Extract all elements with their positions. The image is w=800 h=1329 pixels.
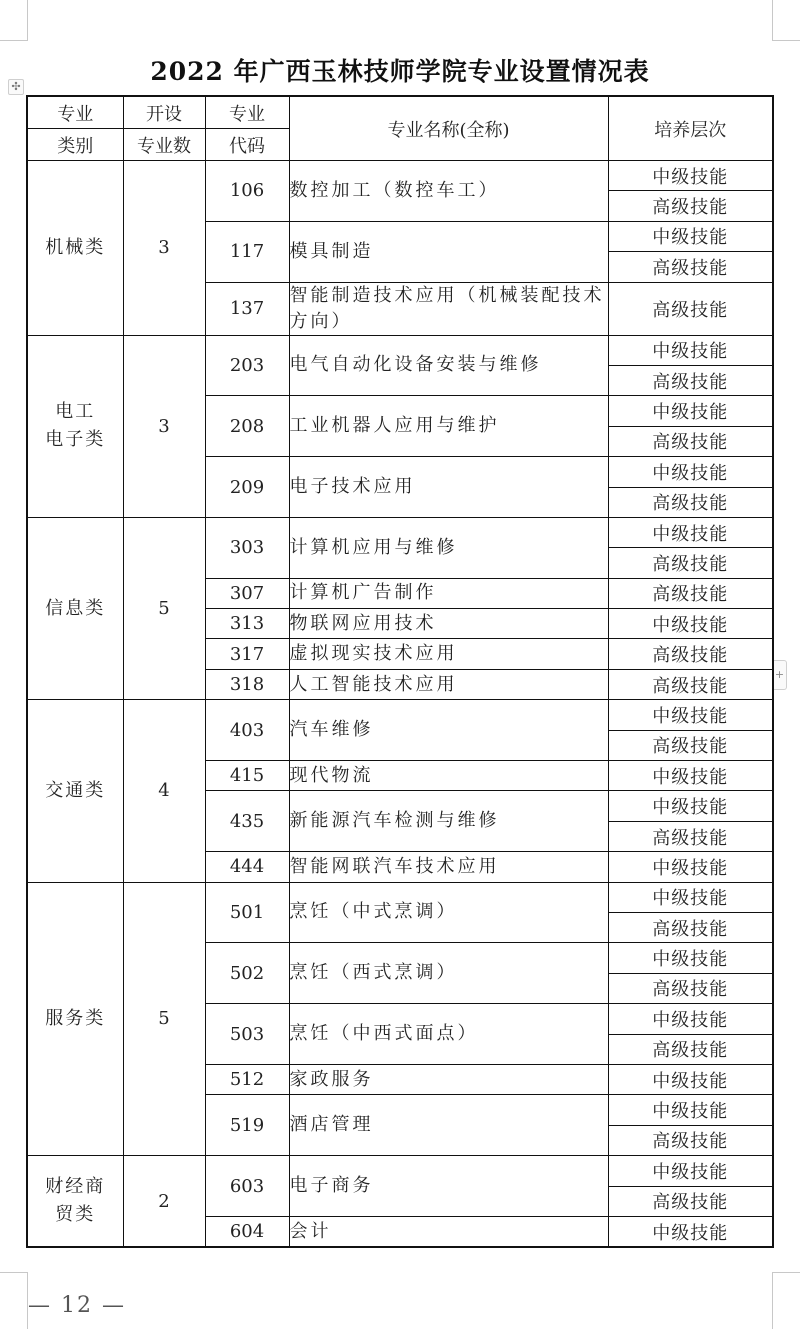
code-cell: 604 xyxy=(205,1216,289,1247)
major-name-cell: 烹饪（中式烹调） xyxy=(289,882,608,943)
header-level: 培养层次 xyxy=(608,96,773,161)
table-move-handle-icon[interactable]: ✣ xyxy=(8,79,24,95)
count-cell: 4 xyxy=(123,700,205,882)
document-title: 2022 年广西玉林技师学院专业设置情况表 xyxy=(150,57,650,86)
category-cell: 信息类 xyxy=(27,517,123,699)
code-cell: 503 xyxy=(205,1004,289,1065)
header-count-line2: 专业数 xyxy=(123,129,205,161)
major-name-cell: 计算机应用与维修 xyxy=(289,517,608,578)
level-cell: 高级技能 xyxy=(608,973,773,1003)
level-cell: 中级技能 xyxy=(608,1095,773,1125)
header-count: 开设 xyxy=(123,96,205,129)
page-number: — 12 — xyxy=(28,1293,126,1318)
count-cell: 5 xyxy=(123,517,205,699)
code-cell: 209 xyxy=(205,457,289,518)
code-cell: 106 xyxy=(205,161,289,222)
header-code-line2: 代码 xyxy=(205,129,289,161)
level-cell: 中级技能 xyxy=(608,943,773,973)
level-cell: 高级技能 xyxy=(608,191,773,221)
table-header-row xyxy=(27,96,773,129)
level-cell: 高级技能 xyxy=(608,821,773,851)
major-name-cell: 烹饪（中西式面点） xyxy=(289,1004,608,1065)
major-name-cell: 电气自动化设备安装与维修 xyxy=(289,335,608,396)
level-cell: 中级技能 xyxy=(608,882,773,912)
level-cell: 中级技能 xyxy=(608,517,773,547)
major-name-cell: 家政服务 xyxy=(289,1064,608,1094)
major-name-cell: 汽车维修 xyxy=(289,700,608,761)
category-cell: 机械类 xyxy=(27,161,123,336)
code-cell: 403 xyxy=(205,700,289,761)
category-line2: 电子类 xyxy=(45,429,106,451)
table-row xyxy=(27,1156,773,1186)
count-cell: 3 xyxy=(123,161,205,336)
header-category-line2: 类别 xyxy=(27,129,123,161)
level-cell: 中级技能 xyxy=(608,1064,773,1094)
code-cell: 318 xyxy=(205,669,289,699)
header-code: 专业 xyxy=(205,96,289,129)
table-row xyxy=(27,335,773,365)
category-cell xyxy=(27,335,123,517)
code-cell: 501 xyxy=(205,882,289,943)
count-cell: 3 xyxy=(123,335,205,517)
category-cell: 交通类 xyxy=(27,700,123,882)
table-add-column-icon[interactable]: + xyxy=(773,660,787,690)
code-cell: 512 xyxy=(205,1064,289,1094)
code-cell: 444 xyxy=(205,852,289,882)
level-cell: 中级技能 xyxy=(608,700,773,730)
level-cell: 高级技能 xyxy=(608,252,773,282)
major-name-cell: 人工智能技术应用 xyxy=(289,669,608,699)
level-cell: 高级技能 xyxy=(608,1186,773,1216)
page-corner-mark-top-left xyxy=(0,0,28,41)
major-name-cell: 智能制造技术应用（机械装配技术方向） xyxy=(289,282,608,335)
count-cell: 2 xyxy=(123,1156,205,1248)
level-cell: 中级技能 xyxy=(608,791,773,821)
category-cell xyxy=(27,1156,123,1248)
major-name-cell: 数控加工（数控车工） xyxy=(289,161,608,222)
level-cell: 高级技能 xyxy=(608,912,773,942)
code-cell: 502 xyxy=(205,943,289,1004)
count-cell: 5 xyxy=(123,882,205,1156)
level-cell: 中级技能 xyxy=(608,1004,773,1034)
category-line1: 财经商 xyxy=(45,1176,106,1198)
level-cell: 高级技能 xyxy=(608,730,773,760)
level-cell: 高级技能 xyxy=(608,669,773,699)
major-name-cell: 模具制造 xyxy=(289,221,608,282)
level-cell: 中级技能 xyxy=(608,396,773,426)
code-cell: 117 xyxy=(205,221,289,282)
level-cell: 高级技能 xyxy=(608,1125,773,1155)
level-cell: 高级技能 xyxy=(608,578,773,608)
level-cell: 高级技能 xyxy=(608,548,773,578)
code-cell: 303 xyxy=(205,517,289,578)
major-name-cell: 工业机器人应用与维护 xyxy=(289,396,608,457)
major-name-cell: 新能源汽车检测与维修 xyxy=(289,791,608,852)
code-cell: 317 xyxy=(205,639,289,669)
code-cell: 137 xyxy=(205,282,289,335)
category-line1: 电工 xyxy=(55,401,96,423)
level-cell: 高级技能 xyxy=(608,639,773,669)
major-name-cell: 现代物流 xyxy=(289,761,608,791)
code-cell: 435 xyxy=(205,791,289,852)
level-cell: 中级技能 xyxy=(608,161,773,191)
level-cell: 高级技能 xyxy=(608,1034,773,1064)
major-name-cell: 物联网应用技术 xyxy=(289,609,608,639)
level-cell: 中级技能 xyxy=(608,457,773,487)
major-name-cell: 烹饪（西式烹调） xyxy=(289,943,608,1004)
code-cell: 415 xyxy=(205,761,289,791)
level-cell: 中级技能 xyxy=(608,761,773,791)
major-name-cell: 智能网联汽车技术应用 xyxy=(289,852,608,882)
level-cell: 中级技能 xyxy=(608,335,773,365)
table-row xyxy=(27,161,773,191)
header-major-name: 专业名称(全称) xyxy=(289,96,608,161)
major-name-cell: 酒店管理 xyxy=(289,1095,608,1156)
page-corner-mark-bottom-right xyxy=(772,1272,800,1329)
major-name-cell: 会计 xyxy=(289,1216,608,1247)
table-row xyxy=(27,517,773,547)
level-cell: 高级技能 xyxy=(608,487,773,517)
table-row xyxy=(27,700,773,730)
code-cell: 603 xyxy=(205,1156,289,1217)
header-category: 专业 xyxy=(27,96,123,129)
page-corner-mark-top-right xyxy=(772,0,800,41)
major-name-cell: 计算机广告制作 xyxy=(289,578,608,608)
code-cell: 519 xyxy=(205,1095,289,1156)
code-cell: 313 xyxy=(205,609,289,639)
code-cell: 203 xyxy=(205,335,289,396)
code-cell: 307 xyxy=(205,578,289,608)
page-corner-mark-bottom-left xyxy=(0,1272,28,1329)
category-line2: 贸类 xyxy=(55,1204,96,1226)
level-cell: 中级技能 xyxy=(608,852,773,882)
major-name-cell: 电子技术应用 xyxy=(289,457,608,518)
level-cell: 中级技能 xyxy=(608,221,773,251)
level-cell: 高级技能 xyxy=(608,426,773,456)
level-cell: 中级技能 xyxy=(608,609,773,639)
table-row xyxy=(27,882,773,912)
majors-table xyxy=(26,95,774,1248)
level-cell: 中级技能 xyxy=(608,1216,773,1247)
major-name-cell: 虚拟现实技术应用 xyxy=(289,639,608,669)
level-cell: 高级技能 xyxy=(608,282,773,335)
category-cell: 服务类 xyxy=(27,882,123,1156)
major-name-cell: 电子商务 xyxy=(289,1156,608,1217)
level-cell: 中级技能 xyxy=(608,1156,773,1186)
level-cell: 高级技能 xyxy=(608,365,773,395)
code-cell: 208 xyxy=(205,396,289,457)
